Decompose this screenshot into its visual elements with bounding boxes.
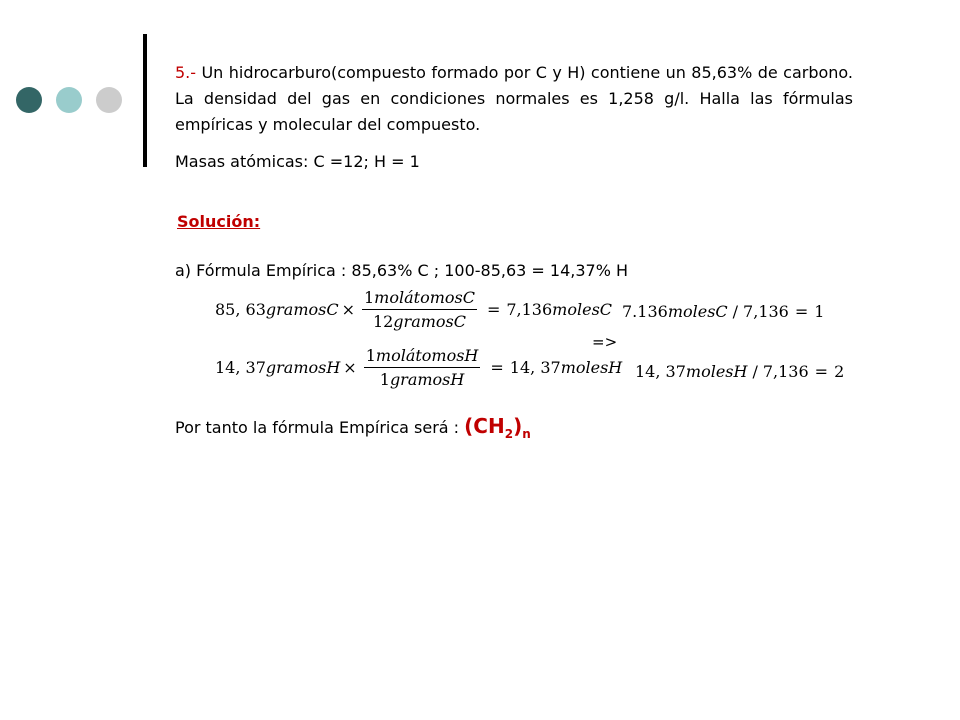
eq2-result-unit: molesH [560,358,623,377]
implies-arrow: => [592,333,618,351]
formula-main: (CH [464,414,505,438]
div1-unit: molesC [667,302,728,321]
problem-number: 5.- [175,63,197,82]
eq2-num-coef: 1 [365,346,376,365]
eq1-num-unit: molátomosC [374,288,475,307]
div1-b: 7,136 [743,302,789,321]
eq1-result: 7,136 [506,300,553,319]
eq1-num-coef: 1 [363,288,375,307]
formula-close: ) [513,414,523,438]
division-carbon: 7.136 molesC / 7,136 = 1 [622,302,825,321]
title-vertical-bar [143,34,147,167]
eq1-den-unit: gramosC [393,312,466,331]
eq1-den-coef: 12 [372,312,394,331]
eq1-result-unit: molesC [552,300,613,319]
problem-statement [175,60,853,138]
eq1-lead: 85, 63 [215,300,266,319]
div1-result: 1 [814,302,825,321]
div2-b: 7,136 [762,362,809,381]
div2-result: 2 [834,362,845,381]
part-a-statement: a) Fórmula Empírica : 85,63% C ; 100-85,63 = 14,37% H [175,261,629,280]
eq2-den-unit: gramosH [389,370,465,389]
conclusion [175,414,531,441]
div2-a: 14, 37 [635,362,686,381]
eq2-lead: 14, 37 [215,358,266,377]
decorative-dot-gray [96,87,122,113]
atomic-masses: Masas atómicas: C =12; H = 1 [175,152,420,171]
decorative-dot-dark [16,87,42,113]
empirical-formula [464,414,531,441]
div1-a: 7.136 [622,302,668,321]
eq2-result: 14, 37 [509,358,561,377]
formula-subscript: 2 [504,427,514,441]
equation-hydrogen-moles: 14, 37 gramosH × $\frac{\text{1molátomosH}}{\text{1gramosH}}$ = 14, 37 molesH [215,346,623,389]
eq1-fraction [362,288,477,331]
div2-unit: molesH [685,362,748,381]
eq2-fraction [364,346,481,389]
conclusion-text: Por tanto la fórmula Empírica será : [175,418,465,437]
problem-text: Un hidrocarburo(compuesto formado por C y H) contiene un 85,63% de carbono. La densidad del gas en condiciones normales es 1,258 g/l. Halla las fórmulas empíricas y molecular del compuesto. [175,63,853,134]
eq2-den-coef: 1 [379,370,390,389]
eq2-lead-unit: gramosH [265,358,341,377]
decorative-dot-teal [56,87,82,113]
division-hydrogen: 14, 37 molesH / 7,136 = 2 [635,362,845,381]
equation-carbon-moles: 85, 63 gramosC × $\frac{\text{1molátomosC}}{\text{12gramosC}}$ = 7,136 molesC [215,288,613,331]
solution-title: Solución: [177,212,261,231]
formula-n: n [522,427,531,441]
eq2-num-unit: molátomosH [375,346,479,365]
eq1-lead-unit: gramosC [265,300,339,319]
